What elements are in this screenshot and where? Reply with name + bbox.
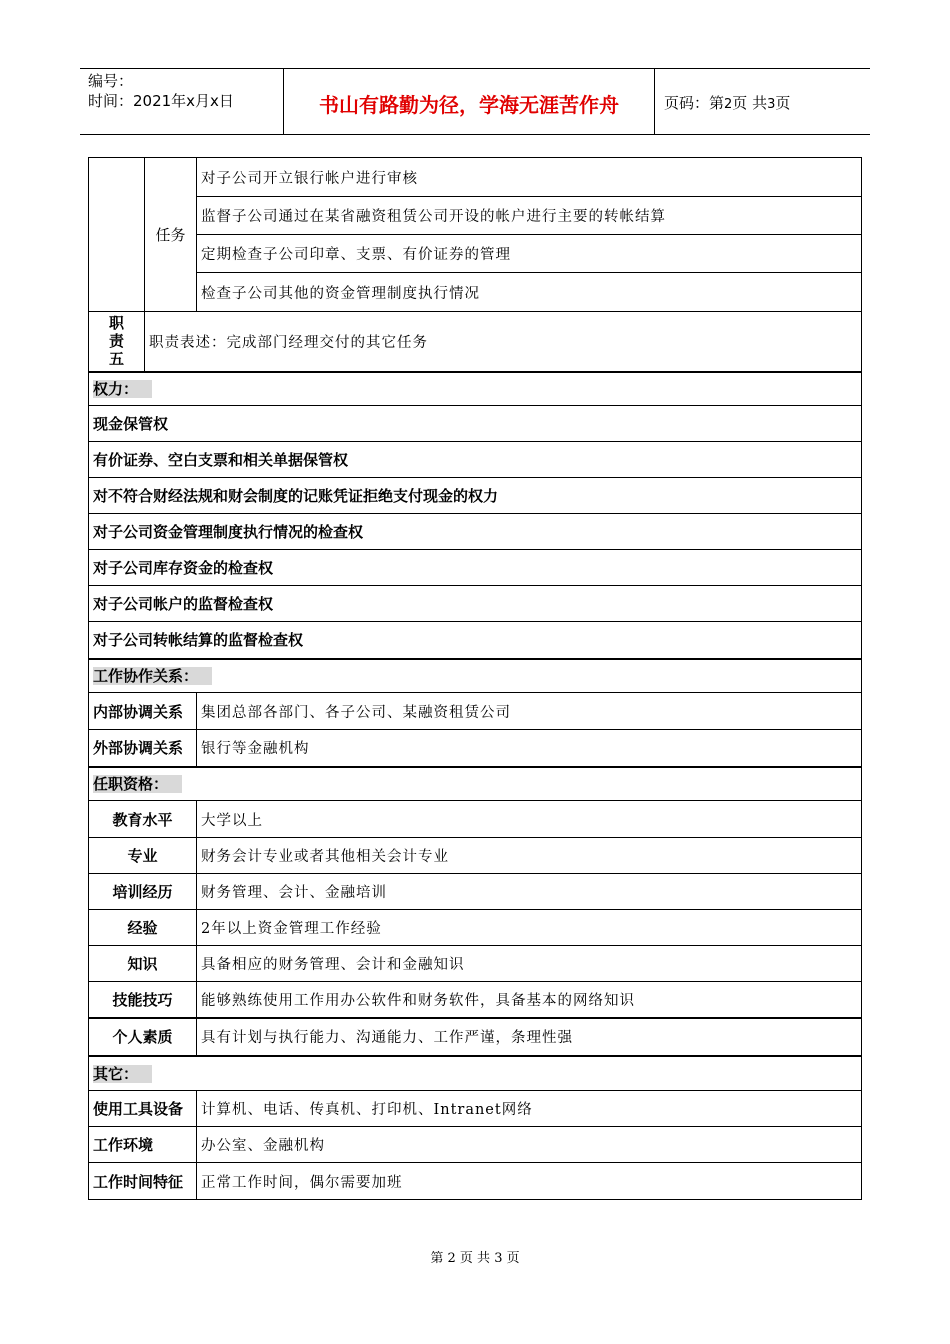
other-label: 使用工具设备 bbox=[89, 1091, 197, 1127]
relations-section-header bbox=[89, 659, 862, 693]
power-row bbox=[89, 586, 862, 622]
relation-value: 银行等金融机构 bbox=[197, 730, 862, 767]
other-title-cell bbox=[89, 1056, 862, 1091]
relations-title: 工作协作关系： bbox=[93, 667, 212, 685]
qualification-label: 培训经历 bbox=[89, 874, 197, 910]
duty5-label-char: 责 bbox=[108, 332, 124, 351]
relation-row bbox=[89, 693, 862, 730]
power-item: 对子公司转帐结算的监督检查权 bbox=[89, 622, 862, 659]
duty5-row bbox=[89, 312, 862, 372]
duty5-label-char: 五 bbox=[108, 350, 124, 369]
power-item: 现金保管权 bbox=[89, 406, 862, 442]
qualification-row bbox=[89, 1018, 862, 1056]
qualification-label: 个人素质 bbox=[89, 1018, 197, 1056]
power-row bbox=[89, 478, 862, 514]
qualification-row bbox=[89, 910, 862, 946]
task-blank-cell bbox=[89, 158, 145, 312]
qualifications-title-cell bbox=[89, 767, 862, 801]
duty5-label bbox=[89, 312, 145, 372]
page-number: 2 bbox=[724, 97, 733, 112]
qualification-label: 技能技巧 bbox=[89, 982, 197, 1018]
power-row bbox=[89, 442, 862, 478]
qualification-value: 2年以上资金管理工作经验 bbox=[197, 910, 862, 946]
qualification-row bbox=[89, 946, 862, 982]
power-item: 对子公司帐户的监督检查权 bbox=[89, 586, 862, 622]
task-item: 检查子公司其他的资金管理制度执行情况 bbox=[197, 273, 862, 312]
qualification-row bbox=[89, 874, 862, 910]
relation-label: 内部协调关系 bbox=[89, 693, 197, 730]
powers-title-cell bbox=[89, 372, 862, 406]
relation-value: 集团总部各部门、各子公司、某融资租赁公司 bbox=[197, 693, 862, 730]
qualification-row bbox=[89, 982, 862, 1018]
header-bottom-rule bbox=[80, 134, 870, 135]
task-row bbox=[89, 158, 862, 197]
power-item: 有价证券、空白支票和相关单据保管权 bbox=[89, 442, 862, 478]
qualifications-title: 任职资格： bbox=[93, 775, 182, 793]
qualification-value: 大学以上 bbox=[197, 801, 862, 838]
power-item: 对子公司资金管理制度执行情况的检查权 bbox=[89, 514, 862, 550]
other-value: 计算机、电话、传真机、打印机、Intranet网络 bbox=[197, 1091, 862, 1127]
relation-label: 外部协调关系 bbox=[89, 730, 197, 767]
qualification-label: 专业 bbox=[89, 838, 197, 874]
other-value: 办公室、金融机构 bbox=[197, 1127, 862, 1163]
other-title: 其它： bbox=[93, 1065, 152, 1083]
other-section-header bbox=[89, 1056, 862, 1091]
other-row bbox=[89, 1127, 862, 1163]
header-page-info bbox=[664, 92, 790, 113]
task-row bbox=[89, 235, 862, 273]
power-item: 对子公司库存资金的检查权 bbox=[89, 550, 862, 586]
qualification-value: 财务管理、会计、金融培训 bbox=[197, 874, 862, 910]
page-header bbox=[80, 68, 870, 135]
qualification-value: 财务会计专业或者其他相关会计专业 bbox=[197, 838, 862, 874]
page-footer: 第 2 页 共 3 页 bbox=[430, 1251, 520, 1266]
relations-title-cell bbox=[89, 659, 862, 693]
power-row bbox=[89, 514, 862, 550]
powers-title: 权力： bbox=[93, 380, 152, 398]
qualification-value: 具备相应的财务管理、会计和金融知识 bbox=[197, 946, 862, 982]
power-item: 对不符合财经法规和财会制度的记账凭证拒绝支付现金的权力 bbox=[89, 478, 862, 514]
header-time: 时间：2021年x月x日 bbox=[88, 92, 234, 110]
page-suffix: 页 bbox=[775, 94, 791, 112]
qualification-label: 经验 bbox=[89, 910, 197, 946]
duty5-description: 职责表述：完成部门经理交付的其它任务 bbox=[145, 312, 862, 372]
page-prefix: 页码：第 bbox=[664, 94, 725, 112]
header-top-rule bbox=[80, 68, 870, 69]
power-row bbox=[89, 406, 862, 442]
qualification-row bbox=[89, 801, 862, 838]
qualification-value: 具有计划与执行能力、沟通能力、工作严谨，条理性强 bbox=[197, 1018, 862, 1056]
header-divider-right bbox=[654, 68, 655, 135]
power-row bbox=[89, 622, 862, 659]
duty5-label-char: 职 bbox=[108, 314, 124, 333]
task-row bbox=[89, 197, 862, 235]
page-mid: 页 共 bbox=[732, 94, 768, 112]
header-meta bbox=[88, 71, 234, 111]
qualification-label: 知识 bbox=[89, 946, 197, 982]
qualifications-section-header bbox=[89, 767, 862, 801]
task-label: 任务 bbox=[145, 158, 197, 312]
task-item: 对子公司开立银行帐户进行审核 bbox=[197, 158, 862, 197]
other-row bbox=[89, 1091, 862, 1127]
qualification-value: 能够熟练使用工作用办公软件和财务软件，具备基本的网络知识 bbox=[197, 982, 862, 1018]
page-total: 3 bbox=[767, 97, 776, 112]
header-motto: 书山有路勤为径，学海无涯苦作舟 bbox=[319, 93, 619, 117]
task-item: 监督子公司通过在某省融资租赁公司开设的帐户进行主要的转帐结算 bbox=[197, 197, 862, 235]
task-item: 定期检查子公司印章、支票、有价证券的管理 bbox=[197, 235, 862, 273]
other-label: 工作时间特征 bbox=[89, 1163, 197, 1200]
header-number: 编号： bbox=[88, 72, 134, 90]
qualification-label: 教育水平 bbox=[89, 801, 197, 838]
other-row bbox=[89, 1163, 862, 1200]
task-row bbox=[89, 273, 862, 312]
powers-section-header bbox=[89, 372, 862, 406]
relation-row bbox=[89, 730, 862, 767]
other-value: 正常工作时间，偶尔需要加班 bbox=[197, 1163, 862, 1200]
other-label: 工作环境 bbox=[89, 1127, 197, 1163]
qualification-row bbox=[89, 838, 862, 874]
power-row bbox=[89, 550, 862, 586]
job-description-table bbox=[88, 157, 862, 1200]
